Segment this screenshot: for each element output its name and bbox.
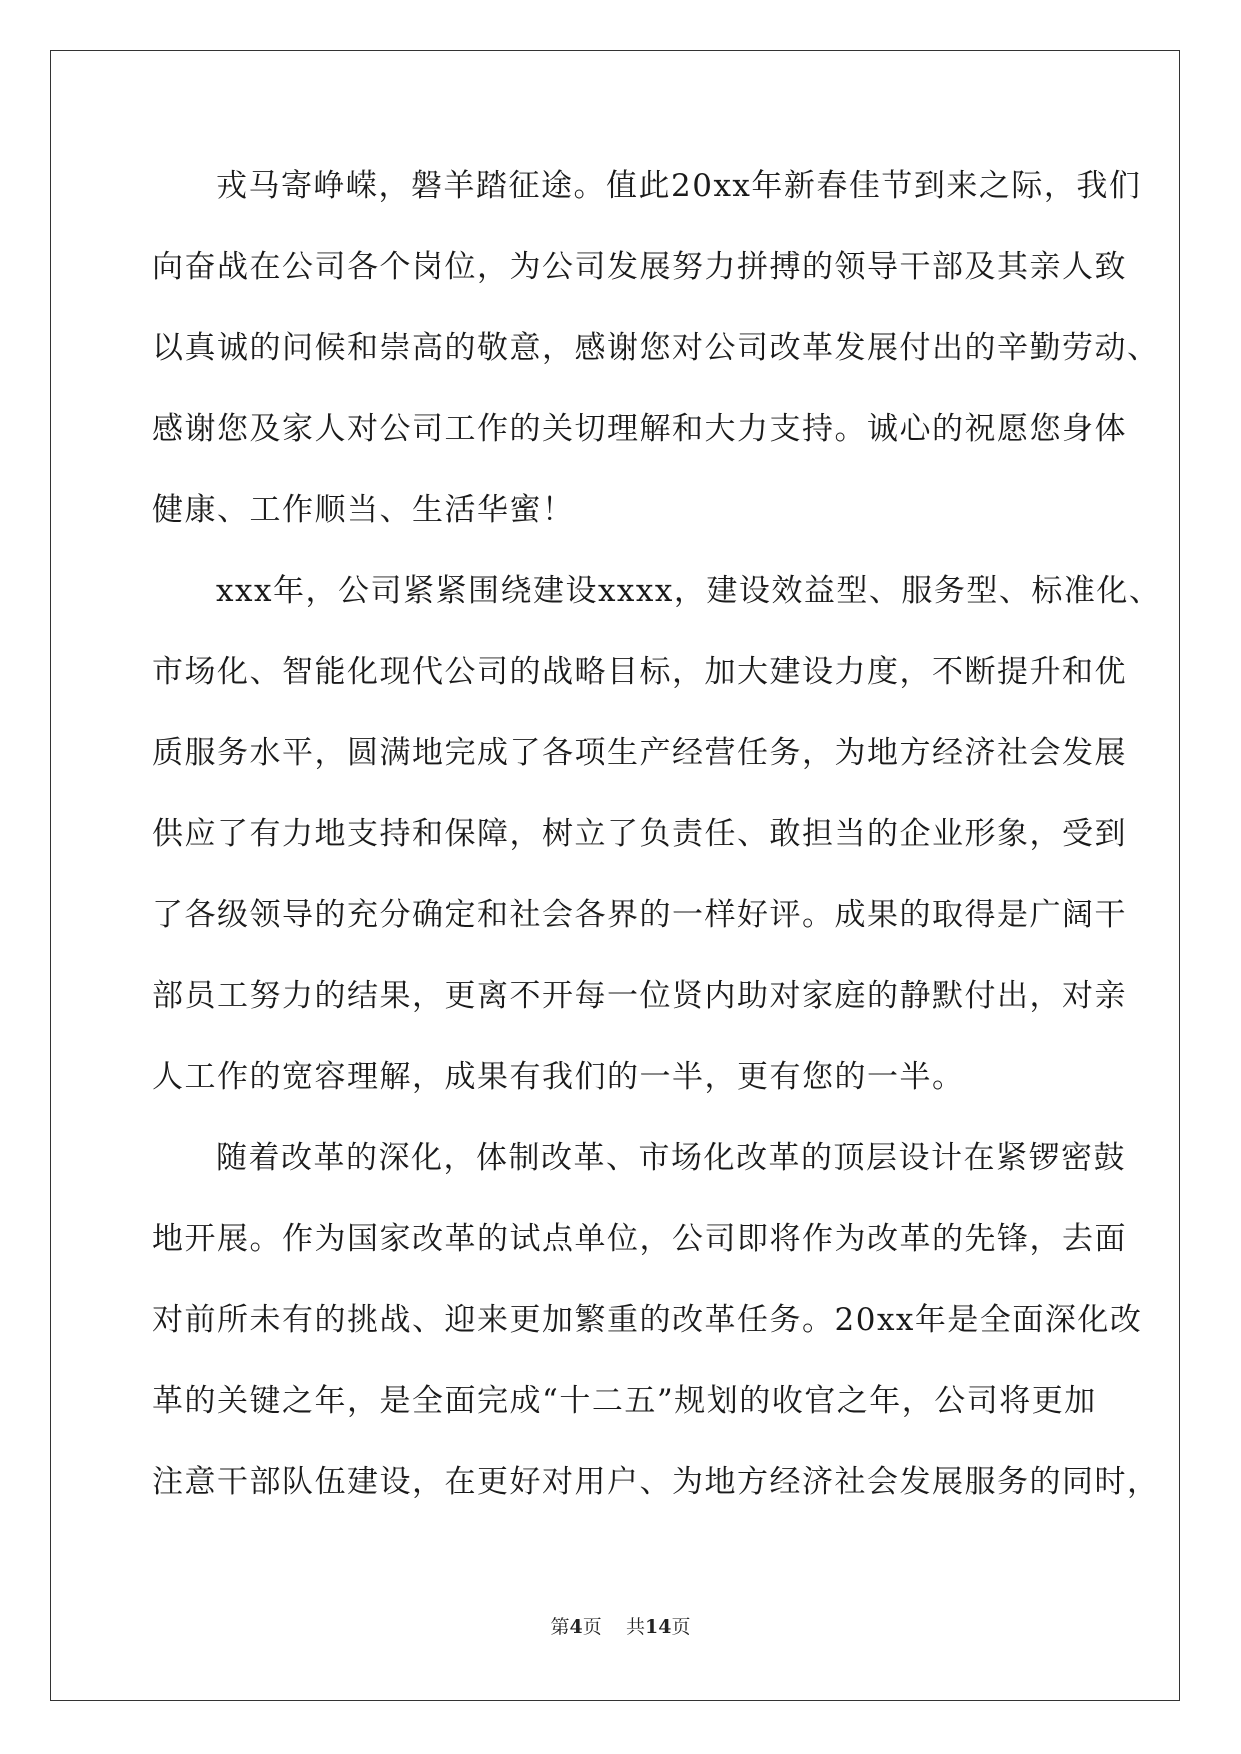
text-line: 部员工努力的结果，更离不开每一位贤内助对家庭的静默付出，对亲 — [152, 978, 1127, 1014]
text-line: 向奋战在公司各个岗位，为公司发展努力拼搏的领导干部及其亲人致 — [152, 249, 1127, 285]
text-line: 注意干部队伍建设，在更好对用户、为地方经济社会发展服务的同时， — [152, 1464, 1160, 1500]
text-line: 质服务水平，圆满地完成了各项生产经营任务，为地方经济社会发展 — [152, 735, 1127, 771]
text-line: 供应了有力地支持和保障，树立了负责任、敢担当的企业形象，受到 — [152, 816, 1127, 852]
footer-prefix: 第 — [550, 1616, 570, 1638]
text-line: 健康、工作顺当、生活华蜜！ — [152, 492, 575, 528]
page-number-footer — [0, 1612, 1241, 1639]
text-line: 戎马寄峥嵘，磐羊踏征途。值此20xx年新春佳节到来之际，我们 — [216, 168, 1142, 204]
text-line: 了各级领导的充分确定和社会各界的一样好评。成果的取得是广阔干 — [152, 897, 1127, 933]
footer-total-suffix: 页 — [671, 1616, 691, 1638]
text-line: 随着改革的深化，体制改革、市场化改革的顶层设计在紧锣密鼓 — [216, 1140, 1126, 1176]
paragraph-2 — [152, 563, 1162, 1130]
footer-page-word: 页 — [582, 1616, 602, 1638]
current-page-number: 4 — [569, 1616, 583, 1638]
text-line: 地开展。作为国家改革的试点单位，公司即将作为改革的先锋，去面 — [152, 1221, 1127, 1257]
total-page-count: 14 — [644, 1616, 672, 1638]
text-line: 市场化、智能化现代公司的战略目标，加大建设力度，不断提升和优 — [152, 654, 1127, 690]
text-line: 对前所未有的挑战、迎来更加繁重的改革任务。20xx年是全面深化改 — [152, 1302, 1143, 1338]
text-line: xxx年，公司紧紧围绕建设xxxx，建设效益型、服务型、标准化、 — [216, 573, 1162, 609]
text-line: 以真诚的问候和崇高的敬意，感谢您对公司改革发展付出的辛勤劳动、 — [152, 330, 1160, 366]
text-line: 人工作的宽容理解，成果有我们的一半，更有您的一半。 — [152, 1059, 965, 1095]
text-line: 革的关键之年，是全面完成“十二五”规划的收官之年，公司将更加 — [152, 1383, 1097, 1419]
document-body — [152, 158, 1162, 1535]
footer-total-prefix: 共 — [625, 1616, 645, 1638]
paragraph-3 — [152, 1130, 1160, 1535]
text-line: 感谢您及家人对公司工作的关切理解和大力支持。诚心的祝愿您身体 — [152, 411, 1127, 447]
paragraph-1 — [152, 158, 1160, 563]
